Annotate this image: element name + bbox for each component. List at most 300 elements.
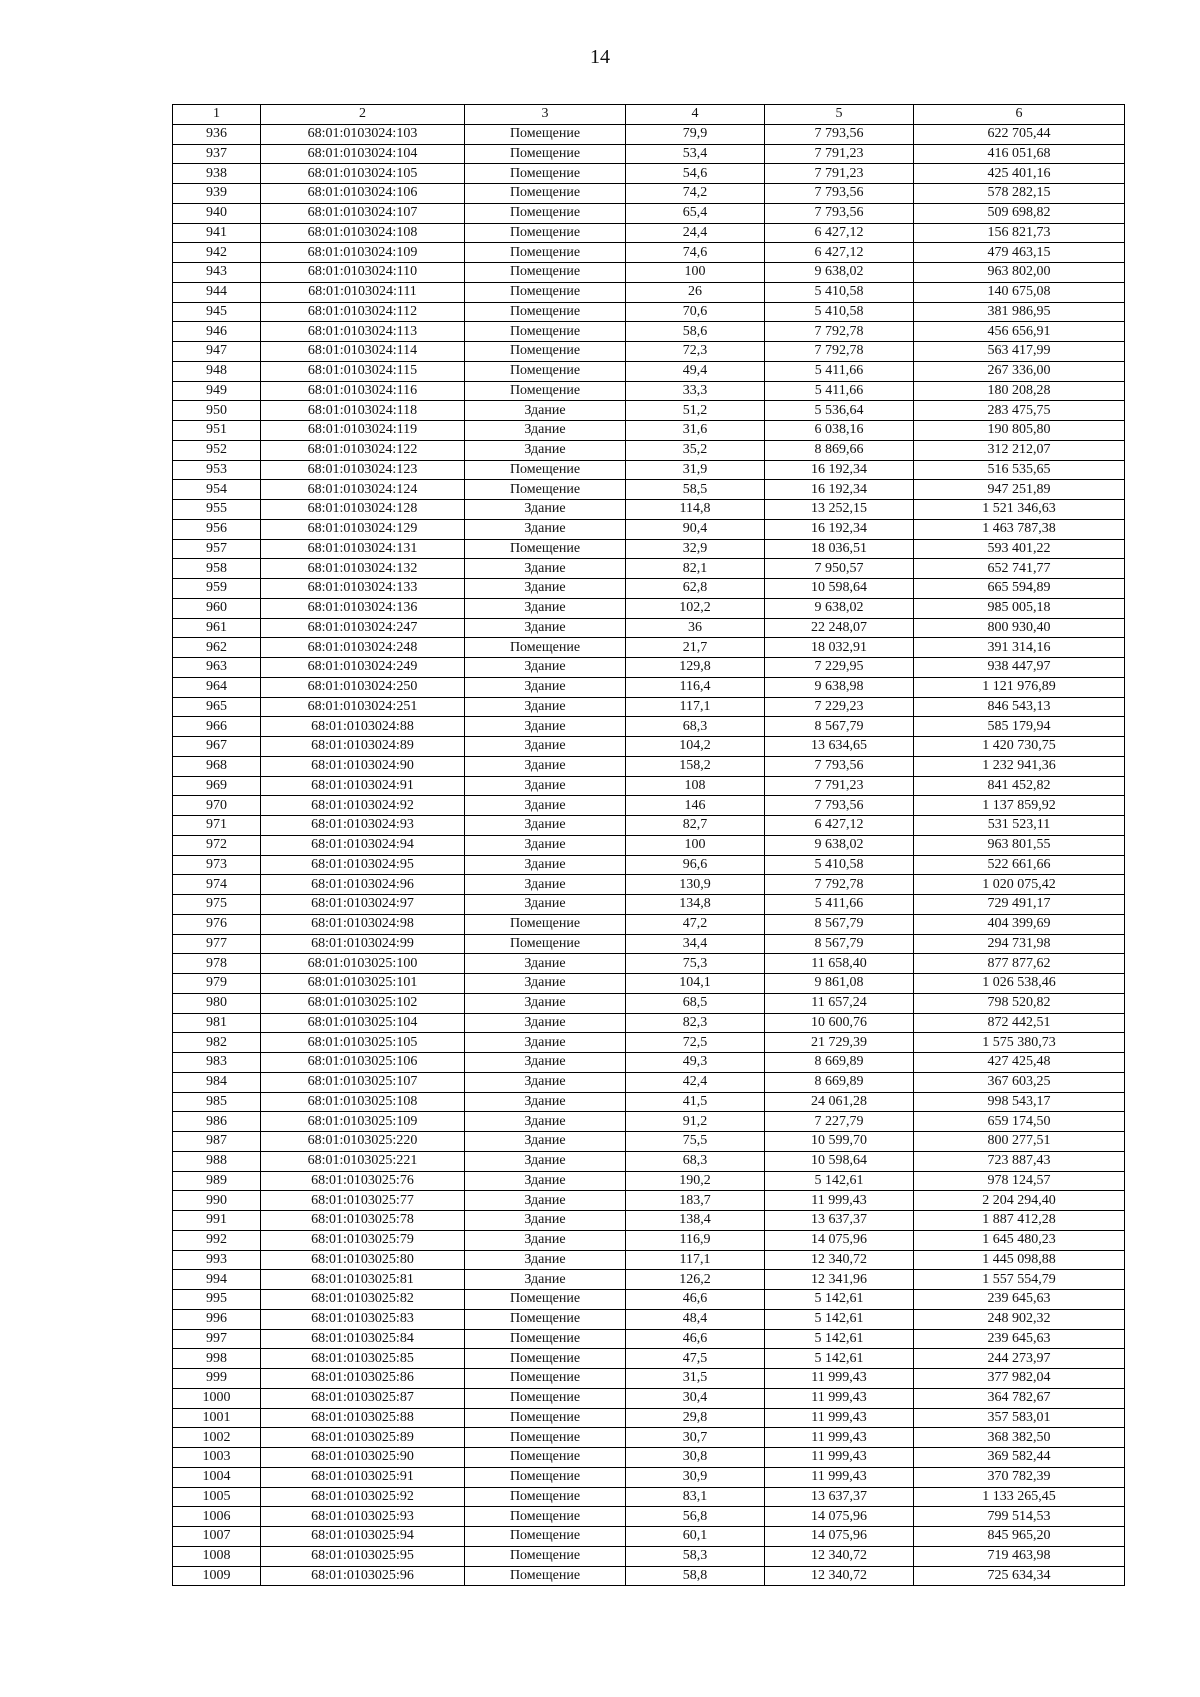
cadastral-value-cell: 509 698,82 (914, 203, 1125, 223)
object-type-cell: Здание (465, 756, 626, 776)
unit-value-cell: 5 411,66 (765, 895, 914, 915)
row-number-cell: 950 (173, 401, 261, 421)
area-cell: 26 (626, 282, 765, 302)
cadastral-number-cell: 68:01:0103024:124 (261, 480, 465, 500)
cadastral-value-cell: 947 251,89 (914, 480, 1125, 500)
object-type-cell: Помещение (465, 460, 626, 480)
area-cell: 158,2 (626, 756, 765, 776)
unit-value-cell: 7 950,57 (765, 559, 914, 579)
table-row (173, 401, 1125, 421)
area-cell: 75,3 (626, 954, 765, 974)
area-cell: 62,8 (626, 579, 765, 599)
row-number-cell: 987 (173, 1132, 261, 1152)
cadastral-number-cell: 68:01:0103025:220 (261, 1132, 465, 1152)
area-cell: 117,1 (626, 697, 765, 717)
cadastral-number-cell: 68:01:0103025:102 (261, 993, 465, 1013)
cadastral-number-cell: 68:01:0103024:129 (261, 519, 465, 539)
table-row (173, 776, 1125, 796)
cadastral-value-cell: 283 475,75 (914, 401, 1125, 421)
cadastral-number-cell: 68:01:0103025:95 (261, 1546, 465, 1566)
cadastral-number-cell: 68:01:0103025:94 (261, 1527, 465, 1547)
unit-value-cell: 18 032,91 (765, 638, 914, 658)
unit-value-cell: 6 038,16 (765, 421, 914, 441)
row-number-cell: 951 (173, 421, 261, 441)
cadastral-number-cell: 68:01:0103025:79 (261, 1230, 465, 1250)
cadastral-value-cell: 1 420 730,75 (914, 737, 1125, 757)
row-number-cell: 936 (173, 124, 261, 144)
cadastral-value-cell: 456 656,91 (914, 322, 1125, 342)
object-type-cell: Помещение (465, 342, 626, 362)
area-cell: 30,8 (626, 1448, 765, 1468)
row-number-cell: 990 (173, 1191, 261, 1211)
row-number-cell: 958 (173, 559, 261, 579)
object-type-cell: Здание (465, 1250, 626, 1270)
column-header: 3 (465, 105, 626, 125)
table-row (173, 1112, 1125, 1132)
row-number-cell: 956 (173, 519, 261, 539)
table-row (173, 381, 1125, 401)
area-cell: 56,8 (626, 1507, 765, 1527)
area-cell: 65,4 (626, 203, 765, 223)
object-type-cell: Помещение (465, 1309, 626, 1329)
table-row (173, 1546, 1125, 1566)
cadastral-value-cell: 719 463,98 (914, 1546, 1125, 1566)
area-cell: 116,9 (626, 1230, 765, 1250)
cadastral-value-cell: 1 521 346,63 (914, 500, 1125, 520)
object-type-cell: Помещение (465, 223, 626, 243)
area-cell: 146 (626, 796, 765, 816)
unit-value-cell: 9 861,08 (765, 974, 914, 994)
cadastral-number-cell: 68:01:0103024:247 (261, 618, 465, 638)
object-type-cell: Здание (465, 875, 626, 895)
area-cell: 47,2 (626, 914, 765, 934)
cadastral-number-cell: 68:01:0103024:91 (261, 776, 465, 796)
cadastral-number-cell: 68:01:0103024:97 (261, 895, 465, 915)
cadastral-number-cell: 68:01:0103025:87 (261, 1388, 465, 1408)
row-number-cell: 940 (173, 203, 261, 223)
unit-value-cell: 11 999,43 (765, 1448, 914, 1468)
cadastral-value-cell: 841 452,82 (914, 776, 1125, 796)
unit-value-cell: 7 793,56 (765, 796, 914, 816)
cadastral-number-cell: 68:01:0103024:111 (261, 282, 465, 302)
cadastral-number-cell: 68:01:0103024:251 (261, 697, 465, 717)
cadastral-number-cell: 68:01:0103025:88 (261, 1408, 465, 1428)
object-type-cell: Здание (465, 618, 626, 638)
cadastral-number-cell: 68:01:0103024:122 (261, 440, 465, 460)
cadastral-value-cell: 516 535,65 (914, 460, 1125, 480)
unit-value-cell: 5 411,66 (765, 361, 914, 381)
table-row (173, 519, 1125, 539)
object-type-cell: Здание (465, 954, 626, 974)
area-cell: 58,3 (626, 1546, 765, 1566)
object-type-cell: Помещение (465, 1487, 626, 1507)
area-cell: 46,6 (626, 1329, 765, 1349)
unit-value-cell: 7 791,23 (765, 144, 914, 164)
row-number-cell: 942 (173, 243, 261, 263)
cadastral-value-cell: 522 661,66 (914, 855, 1125, 875)
table-row (173, 737, 1125, 757)
object-type-cell: Помещение (465, 203, 626, 223)
row-number-cell: 978 (173, 954, 261, 974)
object-type-cell: Здание (465, 1072, 626, 1092)
column-header: 6 (914, 105, 1125, 125)
cadastral-value-cell: 652 741,77 (914, 559, 1125, 579)
unit-value-cell: 8 567,79 (765, 934, 914, 954)
object-type-cell: Помещение (465, 144, 626, 164)
cadastral-number-cell: 68:01:0103024:103 (261, 124, 465, 144)
unit-value-cell: 18 036,51 (765, 539, 914, 559)
table-row (173, 1369, 1125, 1389)
table-row (173, 1349, 1125, 1369)
cadastral-value-cell: 404 399,69 (914, 914, 1125, 934)
unit-value-cell: 5 142,61 (765, 1171, 914, 1191)
unit-value-cell: 8 567,79 (765, 914, 914, 934)
unit-value-cell: 10 598,64 (765, 579, 914, 599)
cadastral-number-cell: 68:01:0103024:94 (261, 835, 465, 855)
cadastral-number-cell: 68:01:0103025:84 (261, 1329, 465, 1349)
table-row (173, 1072, 1125, 1092)
unit-value-cell: 11 658,40 (765, 954, 914, 974)
row-number-cell: 959 (173, 579, 261, 599)
row-number-cell: 972 (173, 835, 261, 855)
area-cell: 100 (626, 263, 765, 283)
cadastral-value-cell: 659 174,50 (914, 1112, 1125, 1132)
cadastral-value-cell: 1 133 265,45 (914, 1487, 1125, 1507)
cadastral-number-cell: 68:01:0103024:119 (261, 421, 465, 441)
cadastral-number-cell: 68:01:0103025:109 (261, 1112, 465, 1132)
cadastral-value-cell: 877 877,62 (914, 954, 1125, 974)
row-number-cell: 946 (173, 322, 261, 342)
row-number-cell: 941 (173, 223, 261, 243)
object-type-cell: Здание (465, 1171, 626, 1191)
cadastral-value-cell: 872 442,51 (914, 1013, 1125, 1033)
table-row (173, 1448, 1125, 1468)
cadastral-value-cell: 180 208,28 (914, 381, 1125, 401)
area-cell: 47,5 (626, 1349, 765, 1369)
row-number-cell: 993 (173, 1250, 261, 1270)
row-number-cell: 979 (173, 974, 261, 994)
cadastral-value-cell: 1 557 554,79 (914, 1270, 1125, 1290)
row-number-cell: 982 (173, 1033, 261, 1053)
table-row (173, 1270, 1125, 1290)
unit-value-cell: 21 729,39 (765, 1033, 914, 1053)
area-cell: 74,6 (626, 243, 765, 263)
unit-value-cell: 9 638,02 (765, 263, 914, 283)
cadastral-value-cell: 531 523,11 (914, 816, 1125, 836)
table-row (173, 440, 1125, 460)
unit-value-cell: 6 427,12 (765, 816, 914, 836)
row-number-cell: 995 (173, 1290, 261, 1310)
object-type-cell: Здание (465, 658, 626, 678)
unit-value-cell: 6 427,12 (765, 223, 914, 243)
object-type-cell: Здание (465, 697, 626, 717)
unit-value-cell: 12 341,96 (765, 1270, 914, 1290)
object-type-cell: Помещение (465, 539, 626, 559)
table-row (173, 1211, 1125, 1231)
area-cell: 117,1 (626, 1250, 765, 1270)
table-row (173, 1507, 1125, 1527)
row-number-cell: 937 (173, 144, 261, 164)
object-type-cell: Помещение (465, 263, 626, 283)
area-cell: 31,9 (626, 460, 765, 480)
cadastral-number-cell: 68:01:0103025:107 (261, 1072, 465, 1092)
cadastral-number-cell: 68:01:0103025:104 (261, 1013, 465, 1033)
area-cell: 21,7 (626, 638, 765, 658)
cadastral-number-cell: 68:01:0103024:116 (261, 381, 465, 401)
cadastral-value-cell: 998 543,17 (914, 1092, 1125, 1112)
cadastral-value-cell: 156 821,73 (914, 223, 1125, 243)
table-row (173, 914, 1125, 934)
area-cell: 75,5 (626, 1132, 765, 1152)
cadastral-value-cell: 267 336,00 (914, 361, 1125, 381)
object-type-cell: Здание (465, 579, 626, 599)
row-number-cell: 992 (173, 1230, 261, 1250)
cadastral-value-cell: 357 583,01 (914, 1408, 1125, 1428)
cadastral-number-cell: 68:01:0103025:78 (261, 1211, 465, 1231)
object-type-cell: Помещение (465, 1290, 626, 1310)
row-number-cell: 954 (173, 480, 261, 500)
cadastral-number-cell: 68:01:0103024:249 (261, 658, 465, 678)
table-row (173, 342, 1125, 362)
area-cell: 102,2 (626, 598, 765, 618)
cadastral-number-cell: 68:01:0103024:104 (261, 144, 465, 164)
column-header: 2 (261, 105, 465, 125)
cadastral-number-cell: 68:01:0103025:96 (261, 1566, 465, 1586)
object-type-cell: Здание (465, 993, 626, 1013)
object-type-cell: Помещение (465, 1369, 626, 1389)
area-cell: 104,2 (626, 737, 765, 757)
table-row (173, 816, 1125, 836)
object-type-cell: Здание (465, 1151, 626, 1171)
unit-value-cell: 5 142,61 (765, 1309, 914, 1329)
cadastral-value-cell: 800 277,51 (914, 1132, 1125, 1152)
row-number-cell: 965 (173, 697, 261, 717)
cadastral-value-cell: 1 445 098,88 (914, 1250, 1125, 1270)
cadastral-number-cell: 68:01:0103024:114 (261, 342, 465, 362)
row-number-cell: 1006 (173, 1507, 261, 1527)
table-body (173, 124, 1125, 1586)
area-cell: 41,5 (626, 1092, 765, 1112)
area-cell: 104,1 (626, 974, 765, 994)
cadastral-number-cell: 68:01:0103024:106 (261, 184, 465, 204)
cadastral-number-cell: 68:01:0103024:112 (261, 302, 465, 322)
object-type-cell: Помещение (465, 1507, 626, 1527)
row-number-cell: 999 (173, 1369, 261, 1389)
unit-value-cell: 9 638,02 (765, 835, 914, 855)
cadastral-value-cell: 1 121 976,89 (914, 677, 1125, 697)
cadastral-number-cell: 68:01:0103025:101 (261, 974, 465, 994)
area-cell: 70,6 (626, 302, 765, 322)
row-number-cell: 989 (173, 1171, 261, 1191)
area-cell: 108 (626, 776, 765, 796)
object-type-cell: Здание (465, 816, 626, 836)
cadastral-number-cell: 68:01:0103025:81 (261, 1270, 465, 1290)
row-number-cell: 985 (173, 1092, 261, 1112)
cadastral-number-cell: 68:01:0103025:77 (261, 1191, 465, 1211)
table-row (173, 835, 1125, 855)
table-row (173, 1013, 1125, 1033)
area-cell: 53,4 (626, 144, 765, 164)
row-number-cell: 943 (173, 263, 261, 283)
page-number: 14 (590, 46, 610, 68)
cadastral-value-cell: 798 520,82 (914, 993, 1125, 1013)
cadastral-value-cell: 578 282,15 (914, 184, 1125, 204)
table-row (173, 1290, 1125, 1310)
cadastral-value-cell: 725 634,34 (914, 1566, 1125, 1586)
row-number-cell: 1003 (173, 1448, 261, 1468)
area-cell: 79,9 (626, 124, 765, 144)
cadastral-number-cell: 68:01:0103024:136 (261, 598, 465, 618)
cadastral-value-cell: 239 645,63 (914, 1290, 1125, 1310)
table-row (173, 756, 1125, 776)
cadastral-value-cell: 425 401,16 (914, 164, 1125, 184)
area-cell: 68,5 (626, 993, 765, 1013)
row-number-cell: 949 (173, 381, 261, 401)
cadastral-number-cell: 68:01:0103024:248 (261, 638, 465, 658)
unit-value-cell: 5 411,66 (765, 381, 914, 401)
table-row (173, 223, 1125, 243)
area-cell: 34,4 (626, 934, 765, 954)
table-row (173, 164, 1125, 184)
cadastral-value-cell: 294 731,98 (914, 934, 1125, 954)
object-type-cell: Помещение (465, 124, 626, 144)
row-number-cell: 961 (173, 618, 261, 638)
cadastral-number-cell: 68:01:0103025:91 (261, 1467, 465, 1487)
area-cell: 30,9 (626, 1467, 765, 1487)
unit-value-cell: 14 075,96 (765, 1527, 914, 1547)
cadastral-value-cell: 1 026 538,46 (914, 974, 1125, 994)
cadastral-number-cell: 68:01:0103024:250 (261, 677, 465, 697)
cadastral-number-cell: 68:01:0103024:88 (261, 717, 465, 737)
area-cell: 190,2 (626, 1171, 765, 1191)
table-row (173, 895, 1125, 915)
table-row (173, 1132, 1125, 1152)
cadastral-number-cell: 68:01:0103025:221 (261, 1151, 465, 1171)
table-row (173, 658, 1125, 678)
unit-value-cell: 10 600,76 (765, 1013, 914, 1033)
cadastral-number-cell: 68:01:0103024:132 (261, 559, 465, 579)
cadastral-number-cell: 68:01:0103025:93 (261, 1507, 465, 1527)
object-type-cell: Помещение (465, 184, 626, 204)
object-type-cell: Помещение (465, 243, 626, 263)
cadastral-value-cell: 367 603,25 (914, 1072, 1125, 1092)
cadastral-value-cell: 2 204 294,40 (914, 1191, 1125, 1211)
cadastral-value-cell: 1 463 787,38 (914, 519, 1125, 539)
cadastral-value-cell: 364 782,67 (914, 1388, 1125, 1408)
object-type-cell: Помещение (465, 1566, 626, 1586)
cadastral-number-cell: 68:01:0103024:92 (261, 796, 465, 816)
object-type-cell: Помещение (465, 1349, 626, 1369)
table-row (173, 598, 1125, 618)
cadastral-value-cell: 963 802,00 (914, 263, 1125, 283)
object-type-cell: Здание (465, 835, 626, 855)
area-cell: 130,9 (626, 875, 765, 895)
cadastral-value-cell: 244 273,97 (914, 1349, 1125, 1369)
unit-value-cell: 11 999,43 (765, 1388, 914, 1408)
row-number-cell: 1008 (173, 1546, 261, 1566)
table-row (173, 421, 1125, 441)
table-row (173, 500, 1125, 520)
cadastral-number-cell: 68:01:0103024:118 (261, 401, 465, 421)
table-row (173, 144, 1125, 164)
object-type-cell: Помещение (465, 1467, 626, 1487)
object-type-cell: Помещение (465, 164, 626, 184)
unit-value-cell: 5 142,61 (765, 1329, 914, 1349)
object-type-cell: Здание (465, 1092, 626, 1112)
area-cell: 58,6 (626, 322, 765, 342)
cadastral-number-cell: 68:01:0103025:105 (261, 1033, 465, 1053)
table-row (173, 1092, 1125, 1112)
unit-value-cell: 11 999,43 (765, 1408, 914, 1428)
object-type-cell: Помещение (465, 934, 626, 954)
row-number-cell: 976 (173, 914, 261, 934)
row-number-cell: 984 (173, 1072, 261, 1092)
cadastral-number-cell: 68:01:0103024:98 (261, 914, 465, 934)
cadastral-number-cell: 68:01:0103024:89 (261, 737, 465, 757)
row-number-cell: 957 (173, 539, 261, 559)
unit-value-cell: 10 598,64 (765, 1151, 914, 1171)
cadastral-value-cell: 846 543,13 (914, 697, 1125, 717)
cadastral-value-cell: 963 801,55 (914, 835, 1125, 855)
row-number-cell: 981 (173, 1013, 261, 1033)
object-type-cell: Помещение (465, 1388, 626, 1408)
object-type-cell: Здание (465, 559, 626, 579)
area-cell: 126,2 (626, 1270, 765, 1290)
object-type-cell: Здание (465, 1033, 626, 1053)
column-header: 4 (626, 105, 765, 125)
table-row (173, 1566, 1125, 1586)
row-number-cell: 971 (173, 816, 261, 836)
table-row (173, 124, 1125, 144)
table-row (173, 243, 1125, 263)
cadastral-number-cell: 68:01:0103024:131 (261, 539, 465, 559)
row-number-cell: 1005 (173, 1487, 261, 1507)
unit-value-cell: 16 192,34 (765, 480, 914, 500)
table-row (173, 203, 1125, 223)
table-row (173, 184, 1125, 204)
row-number-cell: 997 (173, 1329, 261, 1349)
unit-value-cell: 7 792,78 (765, 342, 914, 362)
area-cell: 33,3 (626, 381, 765, 401)
table-row (173, 559, 1125, 579)
unit-value-cell: 16 192,34 (765, 460, 914, 480)
unit-value-cell: 9 638,02 (765, 598, 914, 618)
cadastral-value-cell: 729 491,17 (914, 895, 1125, 915)
cadastral-value-cell: 1 020 075,42 (914, 875, 1125, 895)
object-type-cell: Помещение (465, 1329, 626, 1349)
table-row (173, 974, 1125, 994)
cadastral-number-cell: 68:01:0103025:90 (261, 1448, 465, 1468)
unit-value-cell: 8 567,79 (765, 717, 914, 737)
table-row (173, 638, 1125, 658)
cadastral-value-cell: 563 417,99 (914, 342, 1125, 362)
unit-value-cell: 11 657,24 (765, 993, 914, 1013)
cadastral-value-cell: 845 965,20 (914, 1527, 1125, 1547)
table-header (173, 105, 1125, 125)
table-row (173, 1309, 1125, 1329)
cadastral-number-cell: 68:01:0103024:107 (261, 203, 465, 223)
row-number-cell: 945 (173, 302, 261, 322)
table-row (173, 1230, 1125, 1250)
object-type-cell: Здание (465, 401, 626, 421)
area-cell: 58,8 (626, 1566, 765, 1586)
cadastral-number-cell: 68:01:0103025:89 (261, 1428, 465, 1448)
object-type-cell: Здание (465, 776, 626, 796)
table-row (173, 1250, 1125, 1270)
area-cell: 91,2 (626, 1112, 765, 1132)
row-number-cell: 970 (173, 796, 261, 816)
cadastral-number-cell: 68:01:0103025:100 (261, 954, 465, 974)
